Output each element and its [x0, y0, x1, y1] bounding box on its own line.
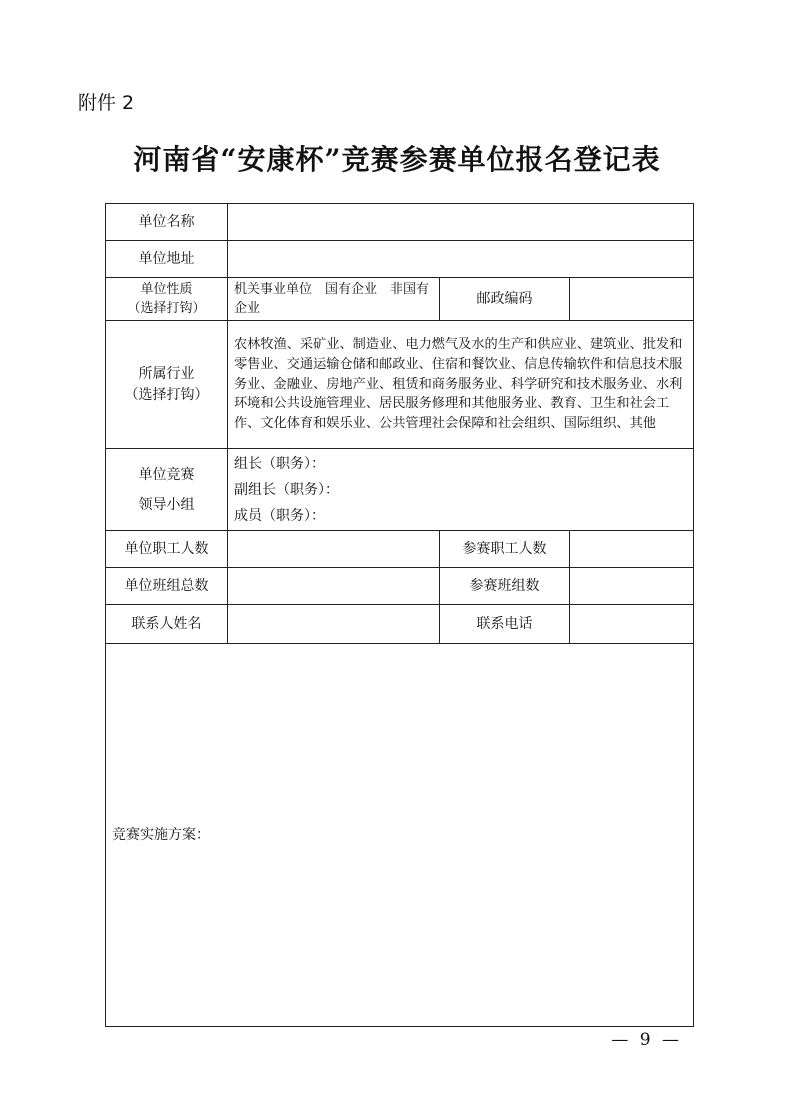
- staff-count-field[interactable]: [228, 531, 440, 568]
- participating-staff-field[interactable]: [570, 531, 694, 568]
- team-count-field[interactable]: [228, 568, 440, 605]
- row-unit-type: [106, 278, 694, 321]
- contact-phone-field[interactable]: [570, 605, 694, 644]
- contact-name-label: 联系人姓名: [106, 605, 228, 644]
- participating-staff-label: 参赛职工人数: [440, 531, 570, 568]
- industry-label: 所属行业: [138, 365, 195, 382]
- contact-phone-label: 联系电话: [440, 605, 570, 644]
- page-title: 河南省“安康杯”竞赛参赛单位报名登记表: [133, 143, 661, 176]
- plan-field[interactable]: [106, 644, 694, 1027]
- participating-team-field[interactable]: [570, 568, 694, 605]
- unit-type-options[interactable]: 机关事业单位 国有企业 非国有企业: [228, 278, 440, 321]
- row-staff-count: [106, 531, 694, 568]
- leader-field[interactable]: 组长（职务）：: [234, 455, 325, 472]
- leadership-fields[interactable]: [228, 449, 694, 531]
- industry-options[interactable]: 农林牧渔、采矿业、制造业、电力燃气及水的生产和供应业、建筑业、批发和零售业、交通运输仓储和邮政业、住宿和餐饮业、信息传输软件和信息技术服务业、金融业、房地产业、租赁和商务服务业、科学研究和技术服务业、水利环境和公共设施管理业、居民服务修理和其他服务业、教育、卫生和社会工作、文化体育和娱乐业、公共管理社会保障和社会组织、国际组织、其他: [228, 321, 694, 449]
- row-team-count: [106, 568, 694, 605]
- row-unit-name: [106, 204, 694, 241]
- row-contact: [106, 605, 694, 644]
- member-field[interactable]: 成员（职务）：: [234, 507, 325, 524]
- plan-label: 竞赛实施方案：: [112, 826, 210, 843]
- row-plan: [106, 644, 694, 1027]
- leadership-label-cell: [106, 449, 228, 531]
- leadership-label-line1: 单位竞赛: [138, 466, 195, 483]
- unit-type-label-cell: [106, 278, 228, 321]
- staff-count-label: 单位职工人数: [106, 531, 228, 568]
- row-leadership: [106, 449, 694, 531]
- page-number: — 9 —: [611, 1030, 682, 1050]
- team-count-label: 单位班组总数: [106, 568, 228, 605]
- leadership-label-line2: 领导小组: [138, 496, 195, 513]
- postal-code-field[interactable]: [570, 278, 694, 321]
- unit-type-label: 单位性质: [140, 281, 193, 297]
- unit-address-field[interactable]: [228, 241, 694, 278]
- unit-name-field[interactable]: [228, 204, 694, 241]
- unit-name-label: 单位名称: [106, 204, 228, 241]
- row-industry: [106, 321, 694, 449]
- row-unit-address: [106, 241, 694, 278]
- participating-team-label: 参赛班组数: [440, 568, 570, 605]
- contact-name-field[interactable]: [228, 605, 440, 644]
- registration-form-table: [105, 203, 694, 1027]
- attachment-label: 附件 2: [78, 92, 135, 114]
- unit-address-label: 单位地址: [106, 241, 228, 278]
- industry-hint: （选择打钩）: [124, 386, 209, 403]
- postal-code-label: 邮政编码: [440, 278, 570, 321]
- unit-type-hint: （选择打钩）: [127, 301, 206, 316]
- deputy-leader-field[interactable]: 副组长（职务）：: [234, 481, 339, 498]
- industry-label-cell: [106, 321, 228, 449]
